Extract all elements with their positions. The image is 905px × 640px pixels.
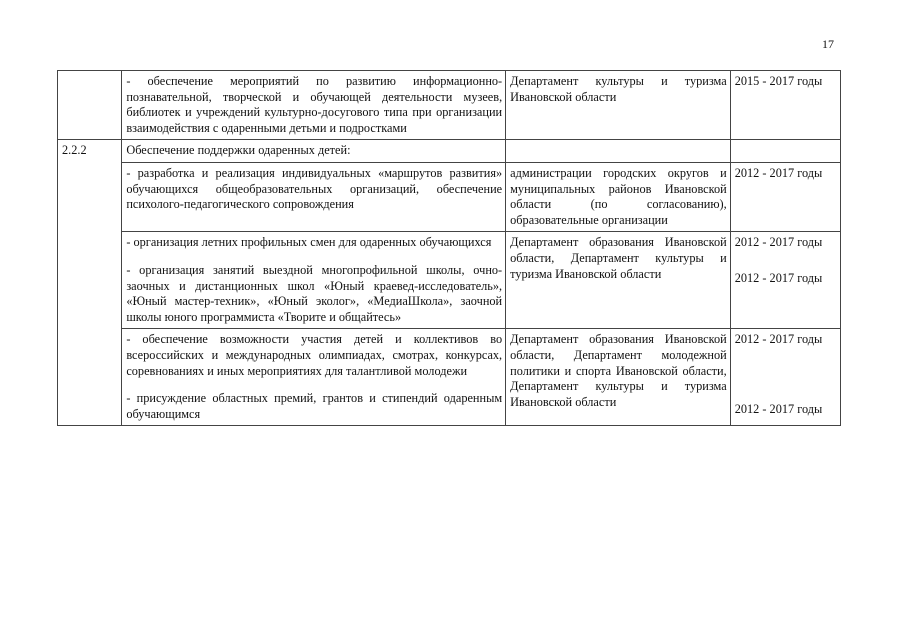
row-number-cell [58,140,122,426]
measure-text: - присуждение областных премий, грантов и стипендий одаренным обучающимся [126,391,503,421]
measure-cell [122,329,506,426]
period-cell [730,71,840,140]
measure-text: - разработка и реализация индивидуальных «маршрутов развития» обучающихся общеобразовательных организаций, обеспечение психолого-педагогического сопровождения [126,165,503,212]
executor-text: Департамент образования Ивановской области, Департамент молодежной политики и спорта Ивановской области, Департамент культуры и туризма Ивановской области [510,332,727,409]
row-number-cell [58,71,122,140]
period-cell [730,140,840,163]
measure-cell [122,162,506,231]
period-cell [730,329,840,426]
program-measures-table [57,70,841,426]
measure-text: - организация занятий выездной многопрофильной школы, очно-заочных и дистанционных школ «Юный краевед-исследователь», «Юный мастер-техник», «Юный эколог», «МедиаШкола», заочной школы юного программиста «Творите и общайтесь» [126,262,503,324]
table-row [58,71,841,140]
period-text: 2012 - 2017 годы [734,401,823,416]
executor-cell [506,140,731,163]
executor-cell [506,71,731,140]
period-text: 2012 - 2017 годы [734,165,823,180]
period-cell [730,162,840,231]
measure-cell [122,71,506,140]
executor-text: администрации городских округов и муниципальных районов Ивановской области (по согласованию), образовательные организации [510,165,727,227]
measure-cell [122,232,506,329]
measure-text: - организация летних профильных смен для одаренных обучающихся [126,235,492,250]
section-heading: Обеспечение поддержки одаренных детей: [126,143,351,158]
table-row [58,140,841,163]
measure-cell [122,140,506,163]
period-cell [730,232,840,329]
period-text: 2012 - 2017 годы [734,332,823,347]
measure-text: - обеспечение мероприятий по развитию информационно-познавательной, творческой и обучающей деятельности музеев, библиотек и учреждений культурно-досугового типа при организации взаимодействия с одаренными детьми и подростками [126,74,503,135]
table-row [58,329,841,426]
executor-text: Департамент культуры и туризма Ивановской области [510,74,727,104]
executor-text: Департамент образования Ивановской области, Департамент культуры и туризма Ивановской области [510,235,727,281]
row-number: 2.2.2 [62,143,87,158]
table-row [58,162,841,231]
measure-text: - обеспечение возможности участия детей и коллективов во всероссийских и международных олимпиадах, смотрах, конкурсах, соревнованиях и иных мероприятиях для талантливой молодежи [126,332,503,378]
executor-cell [506,162,731,231]
period-text: 2015 - 2017 годы [734,74,823,88]
table-row [58,232,841,329]
period-text: 2012 - 2017 годы [734,270,823,285]
page-number: 17 [822,37,834,51]
period-text: 2012 - 2017 годы [734,235,823,250]
executor-cell [506,329,731,426]
executor-cell [506,232,731,329]
